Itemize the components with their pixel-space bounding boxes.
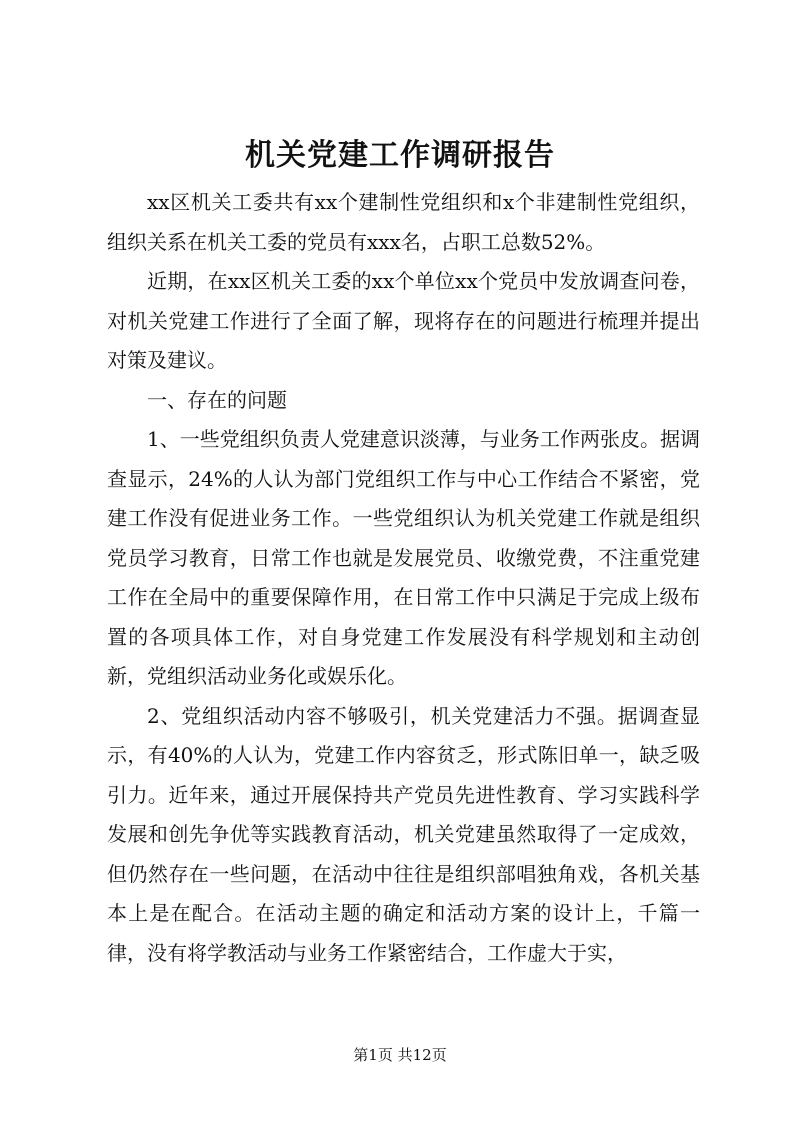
section-heading-problems: 一、存在的问题 [147, 387, 287, 412]
paragraph-survey: 近期，在xx区机关工委的xx个单位xx个党员中发放调查问卷，对机关党建工作进行了全面了解，现将存在的问题进行梳理并提出对策及建议。 [107, 269, 700, 372]
document-body [107, 183, 700, 973]
paragraph-problem-1: 1、一些党组织负责人党建意识淡薄，与业务工作两张皮。据调查显示，24%的人认为部门党组织工作与中心工作结合不紧密，党建工作没有促进业务工作。一些党组织认为机关党建工作就是组织党员学习教育，日常工作也就是发展党员、收缴党费，不注重党建工作在全局中的重要保障作用，在日常工作中只满足于完成上级布置的各项具体工作，对自身党建工作发展没有科学规划和主动创新，党组织活动业务化或娱乐化。 [107, 427, 700, 688]
paragraph-intro: xx区机关工委共有xx个建制性党组织和x个非建制性党组织，组织关系在机关工委的党员有xxx名，占职工总数52%。 [107, 190, 700, 254]
page-number-footer: 第1页 共12页 [353, 1046, 447, 1064]
paragraph-problem-2: 2、党组织活动内容不够吸引，机关党建活力不强。据调查显示，有40%的人认为，党建工作内容贫乏，形式陈旧单一，缺乏吸引力。近年来，通过开展保持共产党员先进性教育、学习实践科学发展和创先争优等实践教育活动，机关党建虽然取得了一定成效，但仍然存在一些问题，在活动中往往是组织部唱独角戏，各机关基本上是在配合。在活动主题的确定和活动方案的设计上，千篇一律，没有将学教活动与业务工作紧密结合，工作虚大于实， [107, 703, 700, 965]
document-title: 机关党建工作调研报告 [245, 138, 555, 173]
